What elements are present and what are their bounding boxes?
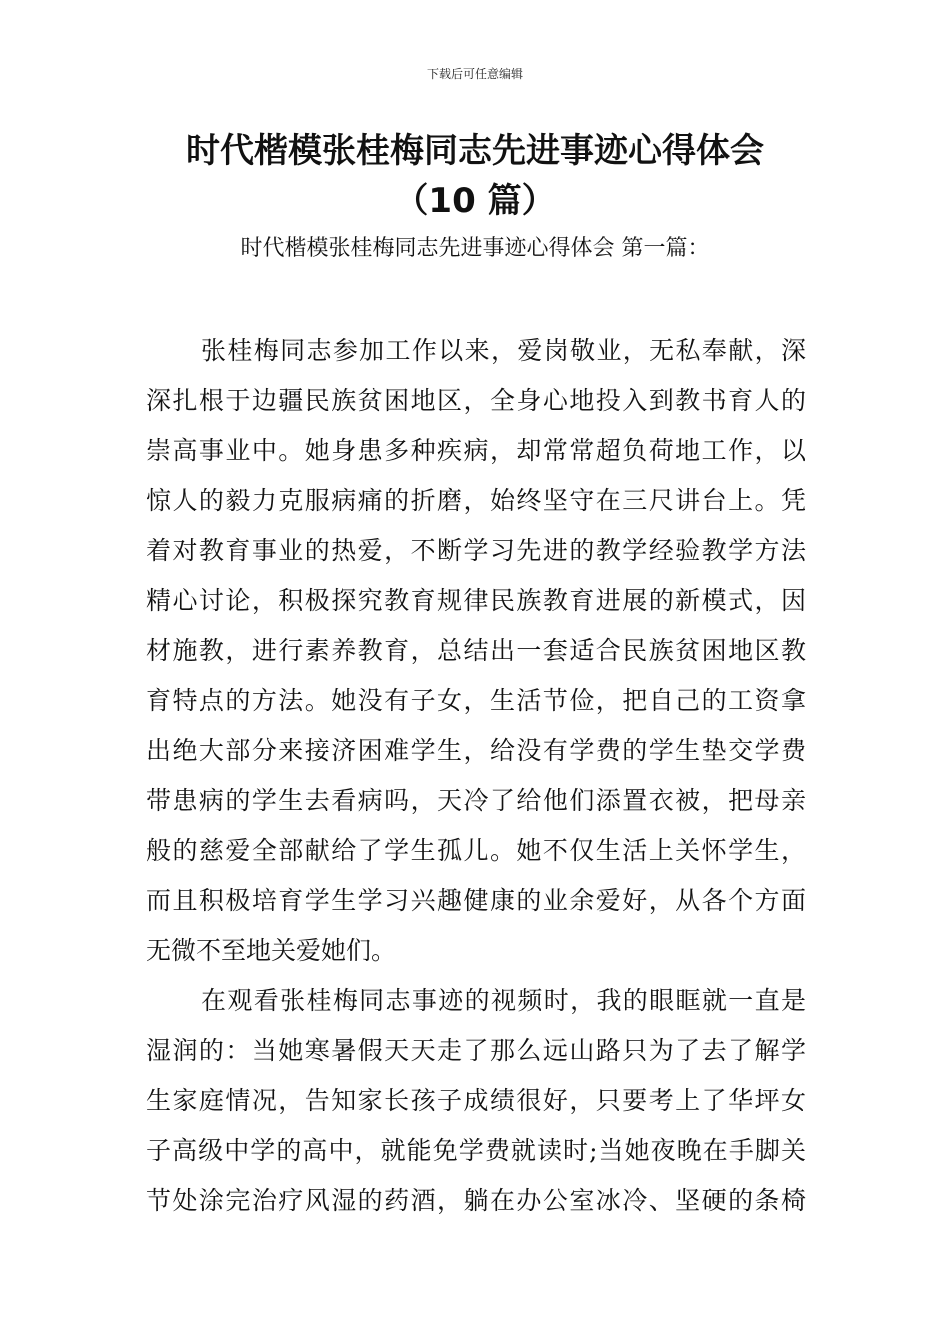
body-line: 深扎根于边疆民族贫困地区，全身心地投入到教书育人的 bbox=[146, 386, 806, 415]
section-subtitle: 时代楷模张桂梅同志先进事迹心得体会 第一篇： bbox=[240, 236, 710, 261]
body-line: 崇高事业中。她身患多种疾病，却常常超负荷地工作，以 bbox=[146, 436, 806, 465]
body-line: 育特点的方法。她没有子女，生活节俭，把自己的工资拿 bbox=[146, 686, 806, 715]
body-line: 生家庭情况，告知家长孩子成绩很好，只要考上了华坪女 bbox=[146, 1086, 806, 1115]
body-line: 精心讨论，积极探究教育规律民族教育进展的新模式，因 bbox=[146, 586, 806, 615]
header-note: 下载后可任意编辑 bbox=[426, 67, 523, 81]
body-line: 着对教育事业的热爱，不断学习先进的教学经验教学方法 bbox=[146, 536, 806, 565]
body-line: 湿润的：当她寒暑假天天走了那么远山路只为了去了解学 bbox=[146, 1036, 806, 1065]
document-title-line-1: 时代楷模张桂梅同志先进事迹心得体会 bbox=[186, 131, 764, 171]
body-line: 般的慈爱全部献给了学生孤儿。她不仅生活上关怀学生， bbox=[146, 836, 806, 865]
body-line: 在观看张桂梅同志事迹的视频时，我的眼眶就一直是 bbox=[201, 986, 806, 1015]
body-line: 带患病的学生去看病吗，天冷了给他们添置衣被，把母亲 bbox=[146, 786, 806, 815]
body-line: 惊人的毅力克服病痛的折磨，始终坚守在三尺讲台上。凭 bbox=[146, 486, 806, 515]
body-line: 张桂梅同志参加工作以来，爱岗敬业，无私奉献，深 bbox=[201, 336, 806, 365]
document-title-line-2: （10 篇） bbox=[394, 181, 556, 221]
body-line: 子高级中学的高中，就能免学费就读时;当她夜晚在手脚关 bbox=[146, 1136, 806, 1165]
body-line: 出绝大部分来接济困难学生，给没有学费的学生垫交学费 bbox=[146, 736, 806, 765]
body-line: 而且积极培育学生学习兴趣健康的业余爱好，从各个方面 bbox=[146, 886, 806, 915]
body-line: 节处涂完治疗风湿的药酒，躺在办公室冰冷、坚硬的条椅 bbox=[146, 1186, 806, 1215]
body-line: 无微不至地关爱她们。 bbox=[146, 936, 397, 965]
body-line: 材施教，进行素养教育，总结出一套适合民族贫困地区教 bbox=[146, 636, 806, 665]
